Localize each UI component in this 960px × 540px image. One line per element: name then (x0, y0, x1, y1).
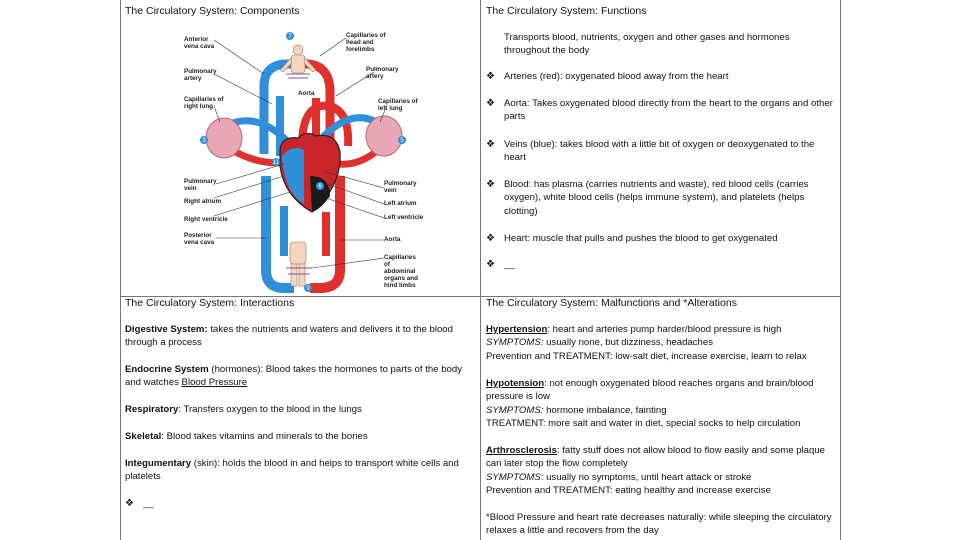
malfunction-note: *Blood Pressure and heart rate decreases naturally: while sleeping the circulatory relaxes a little and recovers from the day (486, 512, 832, 537)
marker-7: 7 (288, 34, 292, 40)
interaction-skeletal: Skeletal: Blood takes vitamins and minerals to the bones (125, 431, 368, 442)
bullet-icon: ❖ (125, 498, 134, 509)
label-left-atrium: Left atrium (384, 200, 417, 207)
marker-6: 6 (318, 184, 322, 190)
functions-intro: Transports blood, nutrients, oxygen and other gases and hormones throughout the body (504, 32, 790, 57)
left-lung (366, 116, 402, 156)
bullet-icon: ❖ (486, 259, 495, 270)
interaction-endocrine: Endocrine System (hormones): Blood takes the hormones to parts of the body and watches Blood Pressure (125, 364, 463, 389)
malfunction-hypertension: Hypertension: heart and arteries pump harder/blood pressure is high SYMPTOMS: usually none, but dizziness, headaches Prevention and TREATMENT: low-salt diet, increase exercise, learn to relax (486, 324, 807, 362)
bullet-icon: ❖ (486, 179, 495, 190)
label-right-atrium: Right atrium (184, 198, 222, 205)
label-left-ventricle: Left ventricle (384, 214, 424, 221)
label-pulmonary-artery-left: Pulmonary artery (184, 68, 217, 82)
label-capillaries-abdominal: Capillaries of abdominal organs and hind limbs (384, 254, 418, 289)
label-right-ventricle: Right ventricle (184, 216, 228, 223)
label-posterior-vena-cava: Posterior vena cava (184, 232, 215, 246)
bullet-icon: ❖ (486, 233, 495, 244)
marker-3: 3 (202, 138, 206, 144)
label-aorta-top: Aorta (298, 90, 315, 97)
label-capillaries-left-lung: Capillaries of left lung (378, 98, 418, 112)
malfunction-hypotension: Hypotension: not enough oxygenated blood reaches organs and brain/blood pressure is low SYMPTOMS: hormone imbalance, fainting TREATMENT: more salt and water in diet, special socks to help circulation (486, 378, 814, 430)
functions-title: The Circulatory System: Functions (486, 5, 647, 17)
interaction-integumentary: Integumentary (skin): holds the blood in and helps to transport white cells and platelets (125, 458, 459, 483)
label-pulmonary-vein-right: Pulmonary vein (384, 180, 417, 194)
components-title: The Circulatory System: Components (125, 5, 300, 17)
table-border-left (120, 0, 121, 540)
circulatory-diagram (180, 26, 424, 294)
label-capillaries-head: Capillaries of head and forelimbs (346, 32, 386, 53)
right-lung (206, 118, 242, 158)
malfunctions-title: The Circulatory System: Malfunctions and *Alterations (486, 297, 737, 309)
label-pulmonary-artery-right: Pulmonary artery (366, 66, 399, 80)
table-border-right (840, 0, 841, 540)
marker-11: 11 (272, 160, 280, 166)
bullet-icon: ❖ (486, 71, 495, 82)
label-pulmonary-vein-left: Pulmonary vein (184, 178, 217, 192)
bullet-icon: ❖ (486, 98, 495, 109)
malfunction-arthrosclerosis: Arthrosclerosis: fatty stuff does not allow blood to flow easily and some plaque can later stop the flow completely SYMPTOMS: usually no symptoms, until heart attack or stroke Prevention and TREATMENT: eating healthy and increase exercise (486, 445, 825, 497)
interaction-respiratory: Respiratory: Transfers oxygen to the blood in the lungs (125, 404, 362, 415)
interactions-title: The Circulatory System: Interactions (125, 297, 295, 309)
lower-body-figure (290, 242, 306, 286)
interaction-digestive: Digestive System: takes the nutrients and waters and delivers it to the blood through a process (125, 324, 453, 349)
label-capillaries-right-lung: Capillaries of right lung (184, 96, 224, 110)
label-aorta-bottom: Aorta (384, 236, 401, 243)
marker-5: 5 (400, 138, 404, 144)
capillary-mesh-head (286, 74, 310, 78)
marker-9: 9 (306, 286, 310, 292)
bullet-icon: ❖ (486, 139, 495, 150)
table-divider-vertical (480, 0, 481, 540)
label-anterior-vena-cava: Anterior vena cava (184, 36, 215, 50)
upper-body-figure (280, 45, 316, 73)
worksheet-table: The Circulatory System: Components 7 3 5 11 6 9 Anterior vena cava Capillaries of head and forelimbs Pulmonary artery Pulmonary artery Aorta Capillaries of right lung Capillaries of left lung Pulmonary vein Pulmonary vein Right atrium Left atrium Right ventricle Left ventricle Posterior vena cava Aorta Capillaries of abdominal organs and hind limbs The Circulatory System: Functions Transports blood, nutrients, oxygen and other gases and hormones throughout the body ❖ Arteries (red): oxygenated blood away from the heart ❖ Aorta: Takes oxygenated blood directly from the heart to the organs and other parts ❖ Veins (blue): takes blood with a little bit of oxygen or deoxygenated to the heart ❖ Blood: has plasma (carries nutrients and waste), red blood cells (carries oxygen), white blood cells (helps immune system), and platelets (helps clotting) ❖ Heart: muscle that pulls and pushes the blood to get oxygenated ❖ __ The Circulatory System: Interactions Digestive System: takes the nutrients and waters and delivers it to the blood through a process Endocrine System (hormones): Blood takes the hormones to parts of the body and watches Blood Pressure Respiratory: Transfers oxygen to the blood in the lungs Skeletal: Blood takes vitamins and minerals to the bones Integumentary (skin): holds the blood in and helps to transport white cells and platelets ❖ __ The Circulatory System: Malfunctions and *Alterations Hypertension: heart and arteries pump harder/blood pressure is high SYMPTOMS: usually none, but dizziness, headaches Prevention and TREATMENT: low-salt diet, increase exercise, learn to relax Hypotension: not enough oxygenated blood reaches organs and brain/blood pressure is low SYMPTOMS: hormone imbalance, fainting TREATMENT: more salt and water in diet, special socks to help circulation Arthrosclerosis: fatty stuff does not allow blood to flow easily and some plaque can later stop the flow completely SYMPTOMS: usually no symptoms, until heart attack or stroke Prevention and TREATMENT: eating healthy and increase exercise *Blood Pressure and heart rate decreases naturally: while sleeping the circulatory relaxes a little and recovers from the day (120, 0, 841, 540)
